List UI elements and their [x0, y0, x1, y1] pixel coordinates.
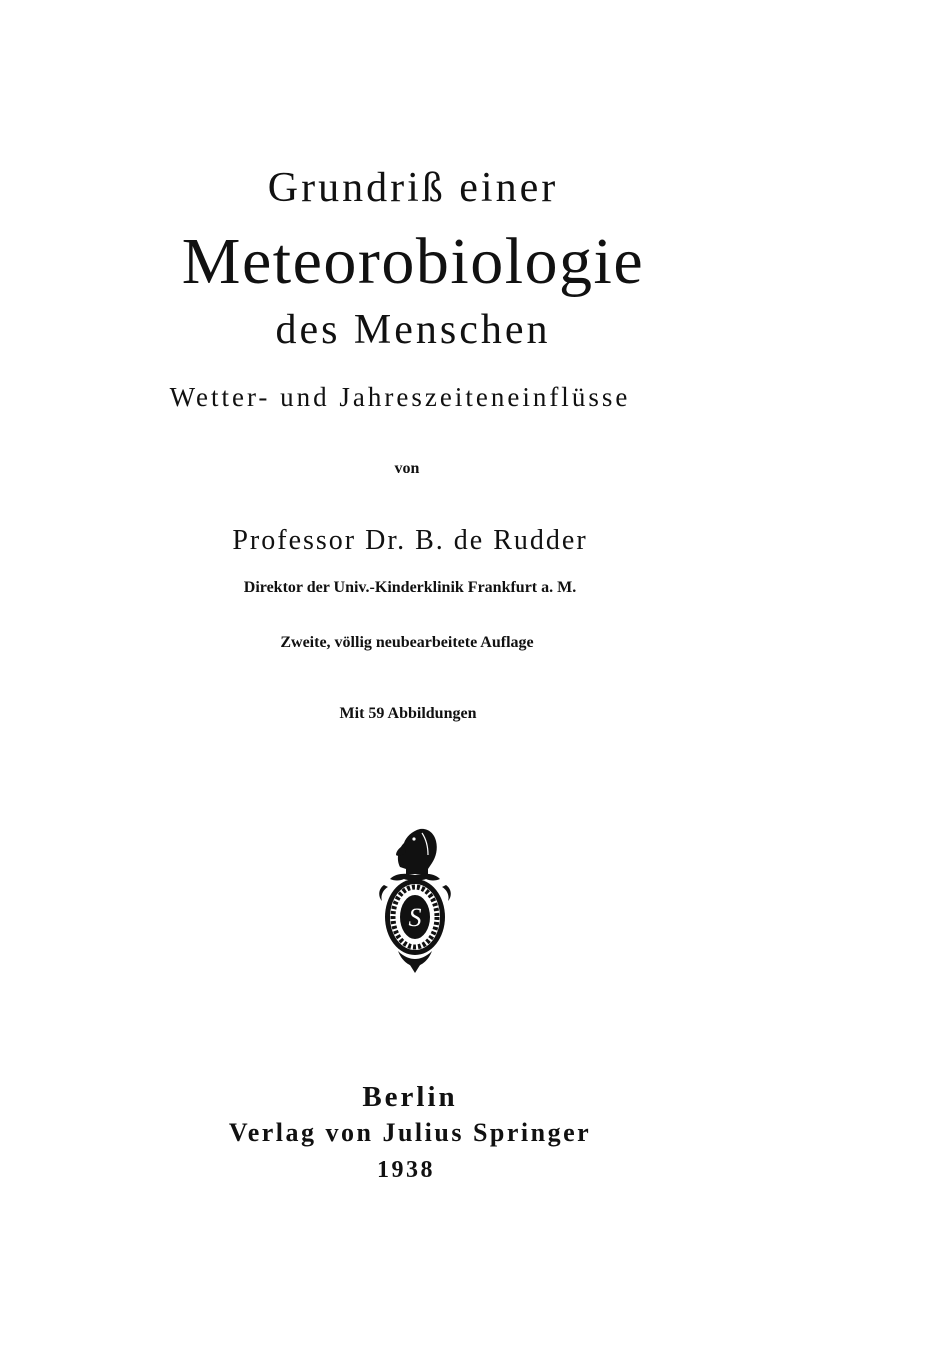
subtitle: Wetter- und Jahreszeiteneinflüsse — [169, 382, 631, 412]
author-affiliation: Direktor der Univ.-Kinderklinik Frankfurt a. M. — [243, 579, 577, 596]
imprint-city: Berlin — [362, 1081, 458, 1113]
author-name: Professor Dr. B. de Rudder — [232, 525, 588, 556]
by-line: von — [394, 460, 420, 477]
imprint-publisher: Verlag von Julius Springer — [228, 1118, 592, 1147]
imprint-year: 1938 — [377, 1157, 435, 1183]
edition-note: Zweite, völlig neubearbeitete Auflage — [280, 634, 534, 651]
springer-knight-emblem-icon — [370, 825, 460, 973]
illustrations-note: Mit 59 Abbildungen — [339, 705, 477, 722]
title-line-3: des Menschen — [275, 307, 551, 353]
svg-text:S: S — [408, 903, 422, 932]
title-line-1: Grundriß einer — [267, 165, 559, 211]
title-main: Meteorobiologie — [181, 225, 645, 298]
